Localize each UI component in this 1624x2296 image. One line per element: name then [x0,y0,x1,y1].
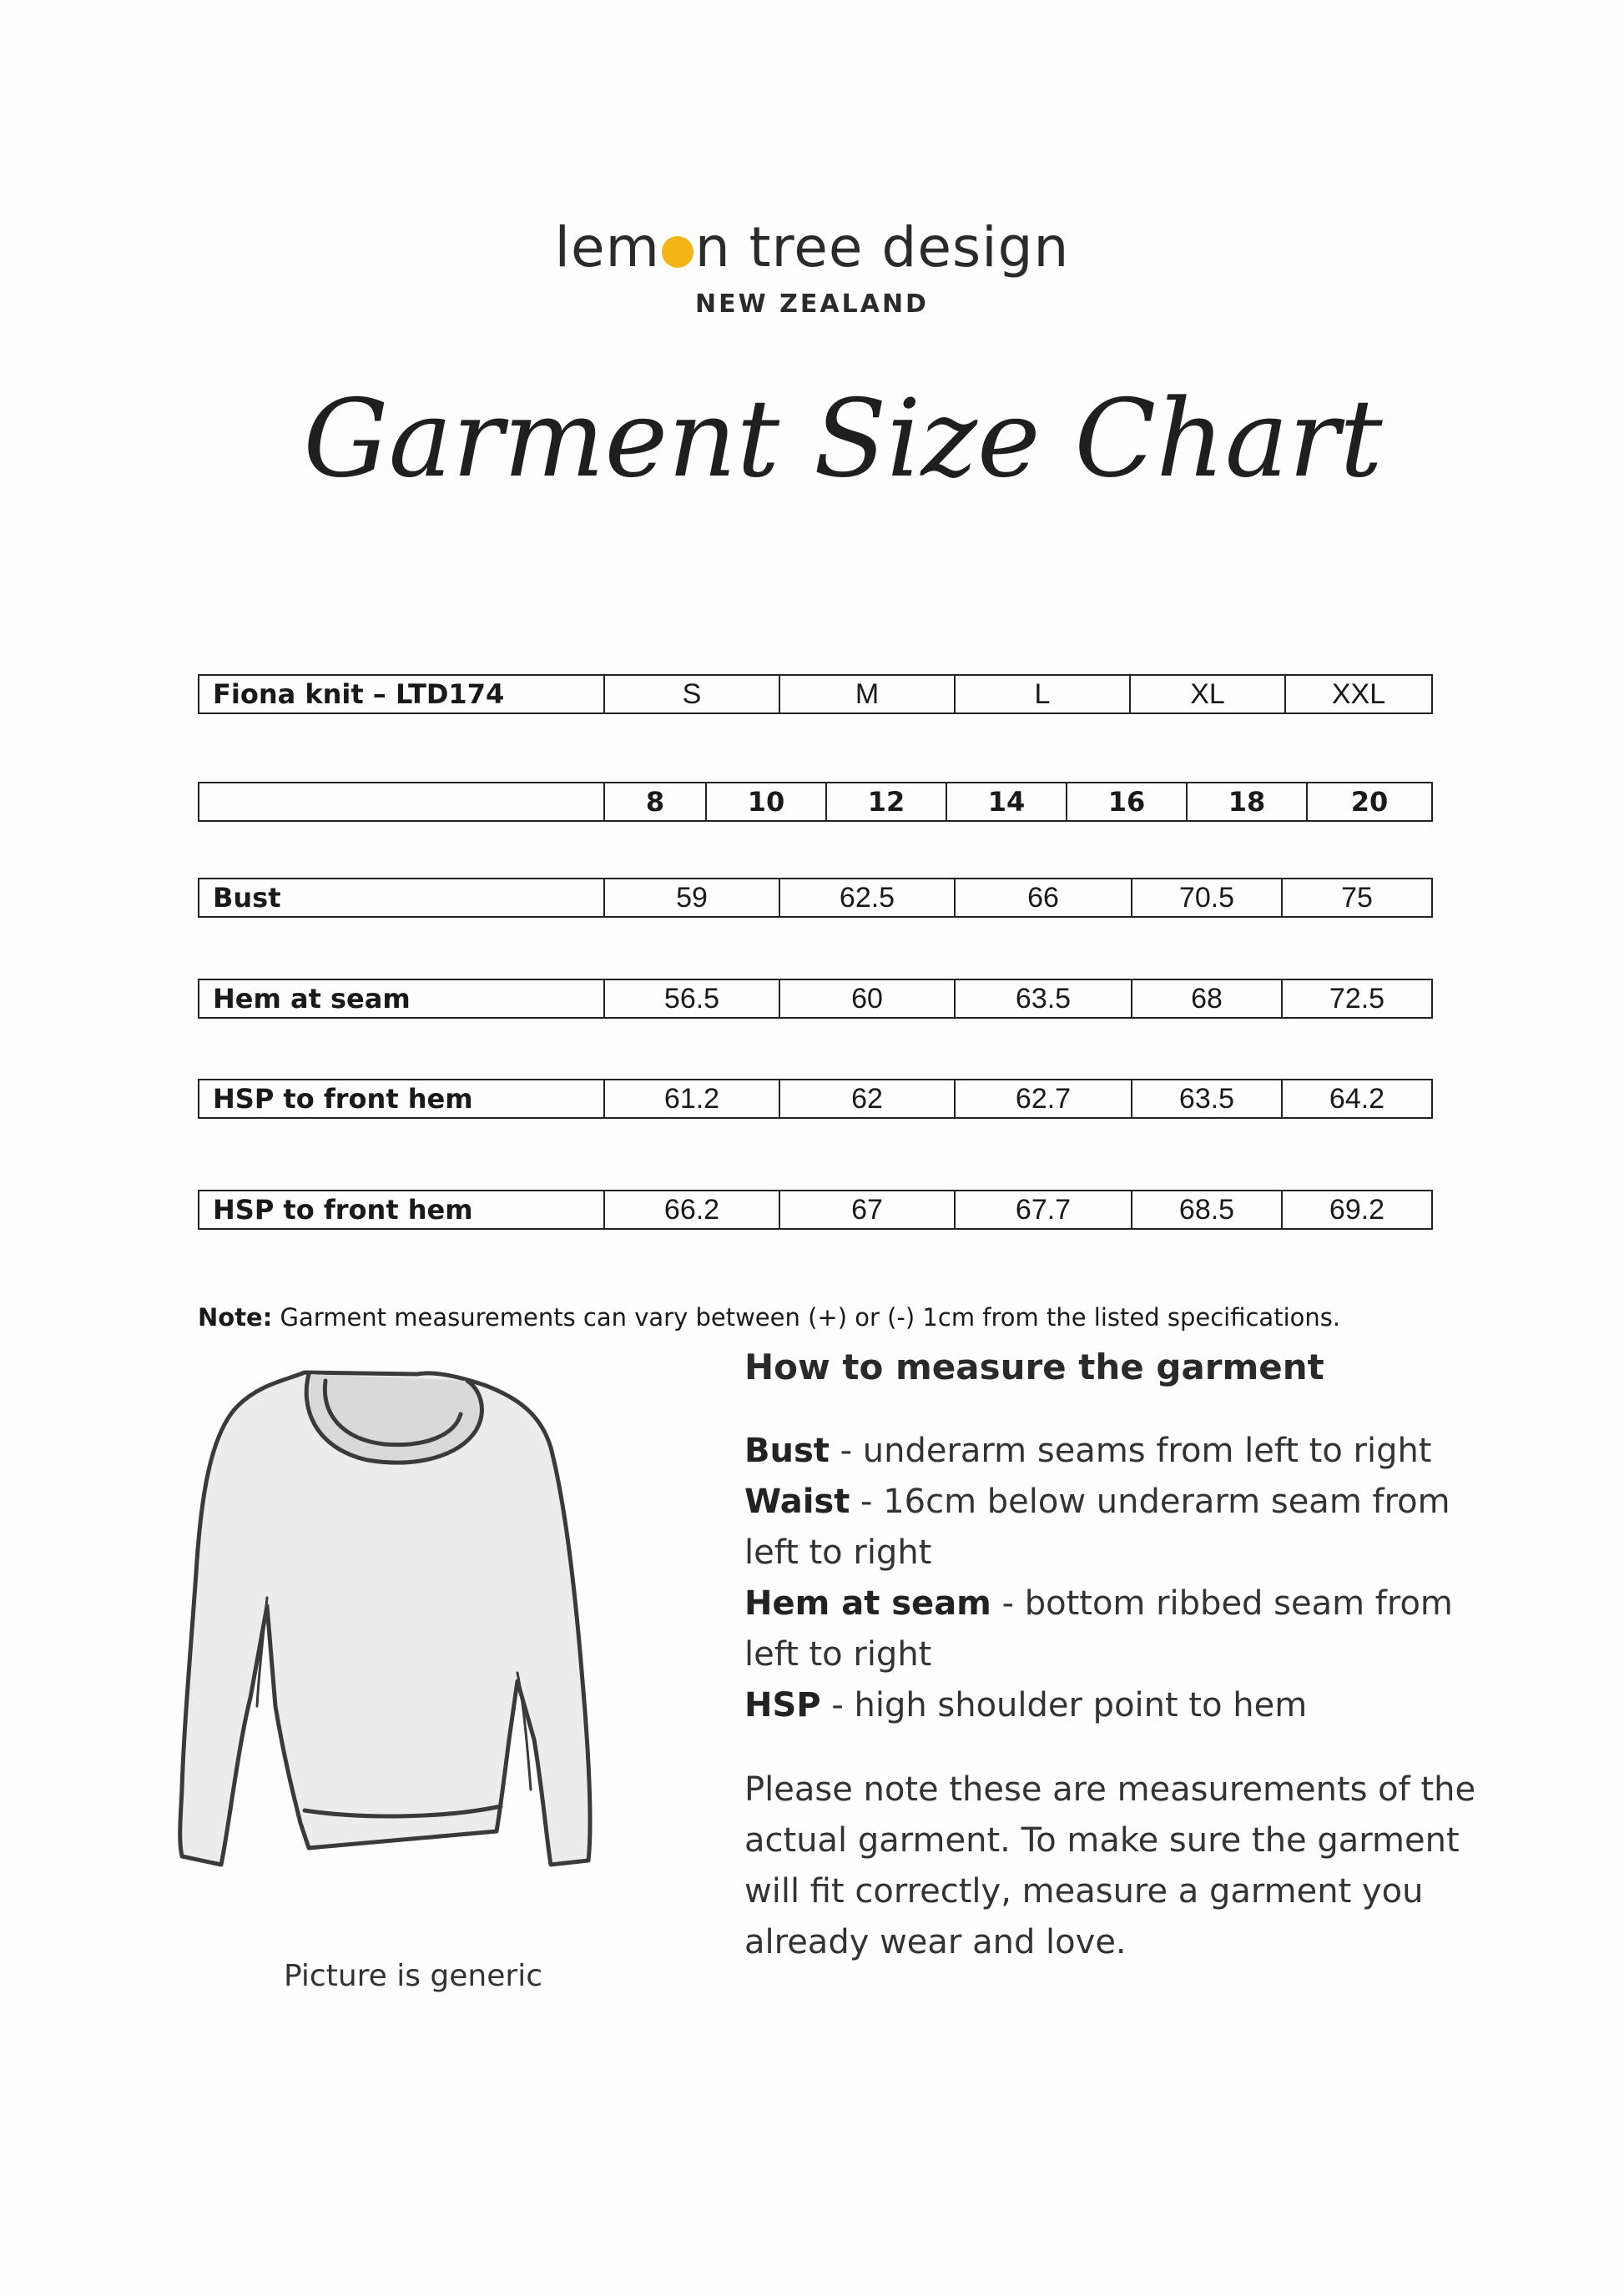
hsp-table-2 [198,1190,1433,1230]
numeric-size-cell: 16 [1067,783,1187,821]
sweater-illustration [167,1356,668,1940]
measure-heading: How to measure the garment [744,1347,1324,1387]
measurement-value: 62.5 [779,879,955,917]
hsp-table-1 [198,1079,1433,1119]
numeric-size-cell: 12 [826,783,946,821]
page-title-text: Garment Size Chart [303,377,1383,501]
page-title [300,359,1385,526]
measure-paragraph: Please note these are measurements of the actual garment. To make sure the garment will fit correctly, measure a garment you already wear and love. [744,1770,1476,1961]
measurement-value: 75 [1282,879,1432,917]
brand-name: lem n tree design [554,215,1070,279]
note-body: Garment measurements can vary between (+) or (-) 1cm from the listed specifications. [272,1303,1341,1332]
hem-table [198,979,1433,1019]
measure-item: Hem at seam - bottom ribbed seam from left to right [744,1584,1453,1674]
measurement-value: 64.2 [1282,1080,1432,1118]
size-cell: XL [1130,675,1285,713]
measure-item: HSP - high shoulder point to hem [744,1686,1308,1725]
numeric-size-cell: 18 [1187,783,1307,821]
measure-item: Bust - underarm seams from left to right [744,1432,1432,1470]
note-text [198,1303,1340,1332]
table-row [199,879,1432,917]
numeric-size-cell: 14 [946,783,1067,821]
measurement-label: Bust [199,879,604,917]
table-row [199,1191,1432,1229]
size-cell: S [604,675,779,713]
brand-subtitle: NEW ZEALAND [695,290,929,319]
measurement-value: 66 [955,879,1132,917]
size-cell: M [779,675,955,713]
measurement-value: 68.5 [1132,1191,1282,1229]
table-row [199,1080,1432,1118]
product-label: Fiona knit – LTD174 [199,675,604,713]
numeric-size-table [198,782,1433,822]
lemon-dot-icon [662,236,693,268]
measurement-value: 68 [1132,979,1282,1018]
measurement-value: 67.7 [955,1191,1132,1229]
numeric-size-cell: 20 [1307,783,1432,821]
size-header-table [198,674,1433,714]
numeric-size-cell: 8 [604,783,706,821]
measurement-value: 67 [779,1191,955,1229]
table-row [199,783,1432,821]
size-cell: XXL [1285,675,1432,713]
measurement-value: 56.5 [604,979,779,1018]
measure-instructions [744,1347,1479,1968]
measurement-label: Hem at seam [199,979,604,1018]
measurement-value: 60 [779,979,955,1018]
measurement-value: 66.2 [604,1191,779,1229]
measurement-value: 70.5 [1132,879,1282,917]
measurement-label: HSP to front hem [199,1191,604,1229]
measurement-value: 63.5 [1132,1080,1282,1118]
measurement-label: HSP to front hem [199,1080,604,1118]
bust-table [198,878,1433,918]
empty-cell [199,783,604,821]
measurement-value: 63.5 [955,979,1132,1018]
table-row [199,979,1432,1018]
image-caption: Picture is generic [283,1959,542,1993]
table-row [199,675,1432,713]
note-label: Note: [198,1303,273,1332]
measurement-value: 72.5 [1282,979,1432,1018]
brand-logo [0,215,1624,319]
measure-item: Waist - 16cm below underarm seam from left to right [744,1483,1450,1572]
measurement-value: 61.2 [604,1080,779,1118]
measurement-value: 59 [604,879,779,917]
measurement-value: 69.2 [1282,1191,1432,1229]
size-cell: L [955,675,1130,713]
measurement-value: 62 [779,1080,955,1118]
measurement-value: 62.7 [955,1080,1132,1118]
numeric-size-cell: 10 [706,783,826,821]
